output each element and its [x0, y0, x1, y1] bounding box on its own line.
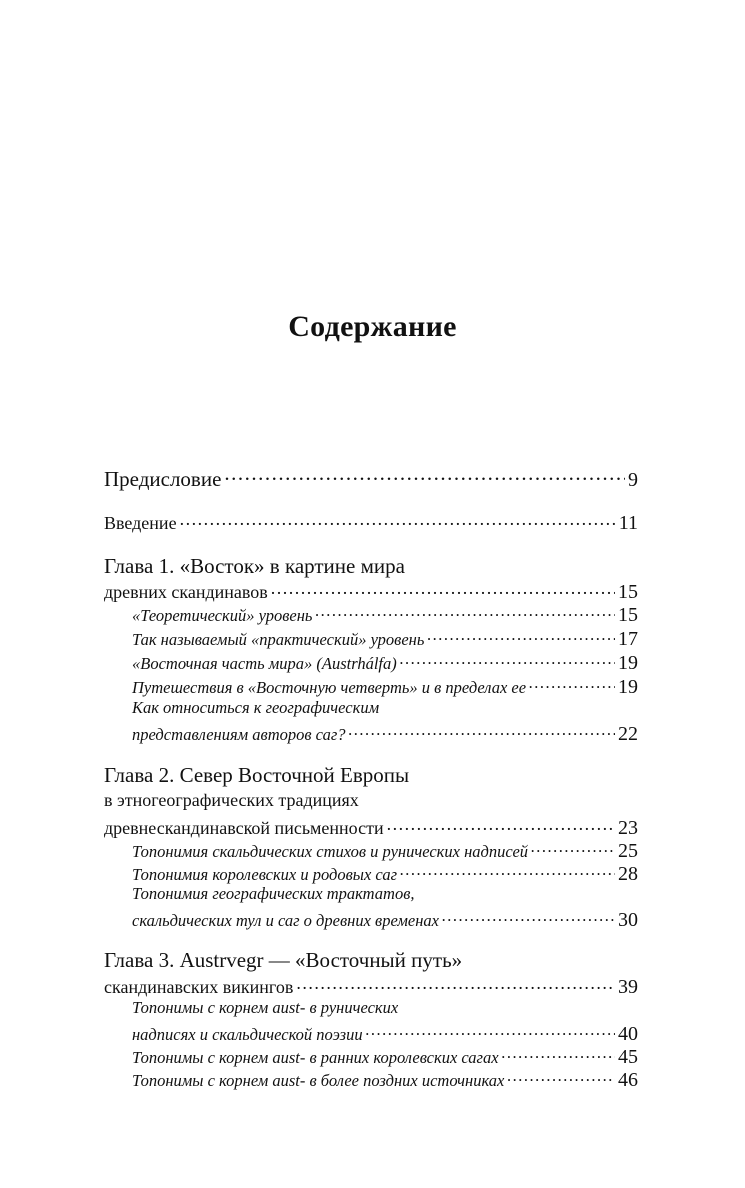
toc-page-number: 25	[618, 839, 638, 862]
leader-dots	[442, 909, 615, 926]
leader-dots	[366, 1023, 615, 1040]
toc-page-number: 19	[618, 651, 638, 674]
chapter-heading-continued: в этногеографических традициях	[104, 790, 359, 810]
toc-entry[interactable]	[104, 465, 638, 490]
leader-dots	[315, 604, 615, 621]
toc-entry-title: Топонимия королевских и родовых саг	[132, 864, 398, 884]
toc-entry-title: скандинавских викингов	[104, 977, 294, 997]
leader-dots	[427, 628, 615, 645]
toc-entry[interactable]	[104, 975, 638, 997]
toc-page-number: 30	[618, 908, 638, 931]
toc-entry-title: древних скандинавов	[104, 582, 268, 602]
leader-dots	[296, 975, 615, 993]
toc-page-number: 15	[618, 603, 638, 626]
toc-subentry[interactable]	[132, 840, 638, 861]
toc-entry-title: Введение	[104, 513, 177, 533]
toc-entry-title: Предисловие	[104, 467, 222, 491]
toc-entry-title: «Восточная часть мира» (Austrhálfa)	[132, 653, 397, 673]
leader-dots	[507, 1069, 615, 1086]
toc-entry-title: Топонимы с корнем aust- в более поздних источниках	[132, 1070, 505, 1090]
toc-page-number: 45	[618, 1045, 638, 1068]
toc-page-number: 15	[618, 581, 638, 603]
toc-entry-title: Так называемый «практический» уровень	[132, 629, 425, 649]
toc-page-number: 22	[618, 722, 638, 745]
toc-entry-title: древнескандинавской письменности	[104, 818, 384, 838]
toc-entry-title: скальдических тул и саг о древних временах	[132, 910, 439, 930]
toc-subentry[interactable]	[132, 909, 638, 930]
toc-entry-title: Топонимия скальдических стихов и рунических надписей	[132, 841, 529, 861]
chapter-heading: Глава 2. Север Восточной Европы	[104, 763, 410, 787]
toc-entry-title: надписях и скальдической поэзии	[132, 1024, 363, 1044]
toc-subentry[interactable]	[132, 723, 638, 744]
toc-page-number: 39	[618, 976, 638, 998]
toc-subentry[interactable]	[132, 604, 638, 625]
subentry-heading: Топонимы с корнем aust- в рунических	[132, 998, 399, 1017]
page-title: Содержание	[288, 310, 457, 343]
toc-entry-title: «Теоретический» уровень	[132, 605, 313, 625]
leader-dots	[531, 840, 615, 857]
chapter-heading: Глава 1. «Восток» в картине мира	[104, 554, 405, 578]
toc-entry-title: Топонимы с корнем aust- в ранних королевских сагах	[132, 1047, 499, 1067]
toc-page-number: 23	[618, 817, 638, 839]
chapter-heading: Глава 3. Austrvegr — «Восточный путь»	[104, 948, 463, 972]
subentry-heading: Топонимия географических трактатов,	[132, 884, 415, 903]
toc-page-number: 9	[628, 469, 638, 491]
leader-dots	[400, 863, 615, 880]
toc-page-number: 28	[618, 862, 638, 885]
leader-dots	[387, 816, 615, 834]
toc-subentry[interactable]	[132, 1023, 638, 1044]
toc-page-number: 19	[618, 675, 638, 698]
leader-dots	[529, 676, 615, 693]
toc-subentry[interactable]	[132, 1046, 638, 1067]
toc-page-number: 40	[618, 1022, 638, 1045]
leader-dots	[502, 1046, 615, 1063]
toc-entry-title: Путешествия в «Восточную четверть» и в пределах ее	[132, 677, 527, 697]
toc-subentry[interactable]	[132, 1069, 638, 1090]
subentry-heading: Как относиться к географическим	[132, 698, 380, 717]
toc-entry[interactable]	[104, 816, 638, 838]
leader-dots	[180, 511, 616, 529]
toc-entry-title: представлениям авторов саг?	[132, 724, 346, 744]
toc-entry[interactable]	[104, 511, 638, 533]
leader-dots	[224, 465, 625, 486]
toc-subentry[interactable]	[132, 676, 638, 697]
toc-subentry[interactable]	[132, 652, 638, 673]
leader-dots	[271, 580, 615, 598]
toc-page-number: 17	[618, 627, 638, 650]
toc-subentry[interactable]	[132, 628, 638, 649]
toc-entry[interactable]	[104, 580, 638, 602]
toc-page-number: 46	[618, 1068, 638, 1091]
leader-dots	[349, 723, 615, 740]
toc-page-number: 11	[618, 512, 638, 534]
leader-dots	[400, 652, 615, 669]
toc-subentry[interactable]	[132, 863, 638, 884]
